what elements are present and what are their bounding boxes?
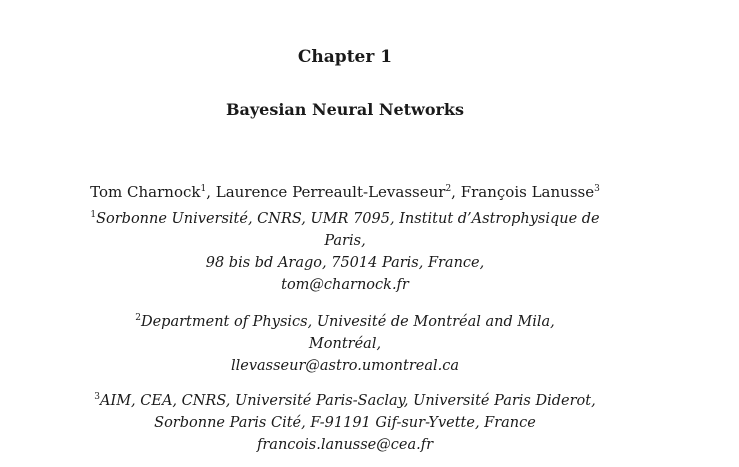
affiliation-mark: 3 xyxy=(594,184,600,194)
affiliation-email: llevasseur@astro.umontreal.ca xyxy=(230,358,459,374)
affiliation-line: Sorbonne Paris Cité, F-91191 Gif-sur-Yvette, France xyxy=(154,415,536,431)
affiliation-email: tom@charnock.fr xyxy=(281,277,409,293)
affiliation-mark: 1 xyxy=(90,210,97,220)
affiliation-line: 98 bis bd Arago, 75014 Paris, France, xyxy=(205,255,485,271)
affiliation-text: Sorbonne Université, CNRS, UMR 7095, Institut d’Astrophysique de xyxy=(96,211,600,227)
affiliation-line: Montréal, xyxy=(308,336,382,352)
affiliation-1 xyxy=(0,208,690,296)
affiliation-line xyxy=(0,311,690,333)
author-name: Tom Charnock xyxy=(90,183,201,201)
affiliation-line: Paris, xyxy=(324,233,366,249)
author-name: François Lanusse xyxy=(460,183,595,201)
author-separator: , xyxy=(206,183,216,201)
affiliation-3 xyxy=(0,390,690,456)
chapter-label: Chapter 1 xyxy=(297,47,393,67)
affiliation-mark: 2 xyxy=(135,313,141,323)
affiliation-mark: 3 xyxy=(94,392,101,402)
affiliation-line xyxy=(0,208,690,230)
affiliation-mark: 1 xyxy=(200,184,207,194)
affiliation-line xyxy=(0,390,690,412)
author-separator: , xyxy=(451,183,461,201)
affiliation-mark: 2 xyxy=(445,184,452,194)
affiliation-email: francois.lanusse@cea.fr xyxy=(257,437,433,453)
affiliation-text: AIM, CEA, CNRS, Université Paris-Saclay, Université Paris Diderot, xyxy=(100,393,596,409)
author-list xyxy=(0,183,690,201)
author-name: Laurence Perreault-Levasseur xyxy=(215,183,446,201)
affiliation-text: Department of Physics, Univesité de Montréal and Mila, xyxy=(140,314,555,330)
affiliation-2 xyxy=(0,311,690,377)
chapter-title: Bayesian Neural Networks xyxy=(225,100,465,119)
